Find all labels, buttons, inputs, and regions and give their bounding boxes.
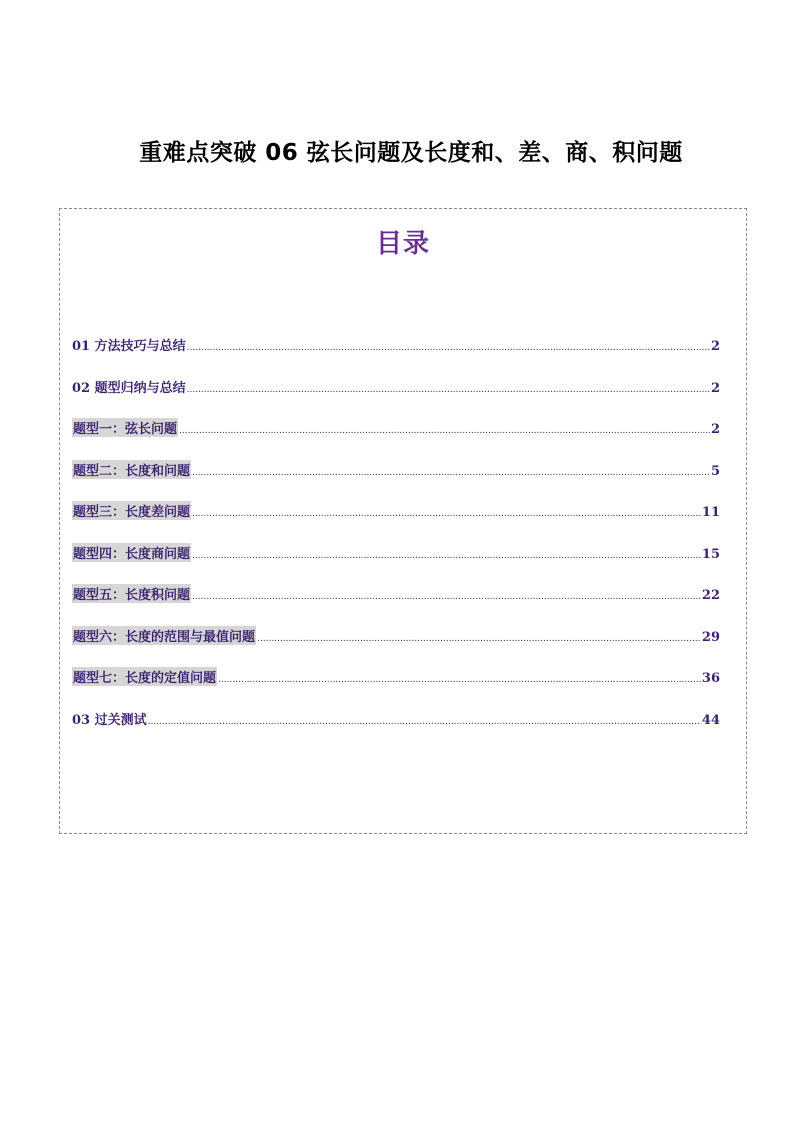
toc-entry-type-4[interactable] (72, 543, 720, 585)
toc-dot-leader (192, 588, 701, 603)
toc-entry-type-7[interactable] (72, 667, 720, 709)
toc-dot-leader (179, 422, 710, 437)
toc-entry-type-3[interactable] (72, 501, 720, 543)
toc-entry-label: 题型七：长度的定值问题 (72, 667, 217, 686)
toc-dot-leader (192, 547, 701, 562)
toc-page-number: 2 (710, 380, 720, 396)
toc-list (72, 335, 720, 750)
toc-dot-leader (187, 339, 710, 354)
toc-entry-label: 题型五：长度积问题 (72, 584, 191, 603)
toc-dot-leader (257, 630, 701, 645)
toc-dot-leader (192, 505, 701, 520)
toc-entry-label: 题型四：长度商问题 (72, 543, 191, 562)
toc-entry-type-1[interactable] (72, 418, 720, 460)
table-of-contents (59, 208, 747, 834)
toc-entry-label: 01 方法技巧与总结 (72, 339, 186, 354)
toc-entry-label: 02 题型归纳与总结 (72, 380, 186, 396)
toc-page-number: 44 (701, 712, 720, 728)
toc-entry-label: 03 过关测试 (72, 712, 147, 728)
toc-dot-leader (148, 713, 701, 728)
toc-dot-leader (192, 464, 710, 479)
toc-entry-type-summary[interactable] (72, 377, 720, 419)
toc-entry-final-test[interactable] (72, 709, 720, 751)
toc-entry-type-2[interactable] (72, 460, 720, 502)
toc-entry-label: 题型六：长度的范围与最值问题 (72, 626, 256, 645)
toc-page-number: 15 (701, 546, 720, 562)
toc-entry-type-6[interactable] (72, 626, 720, 668)
toc-page-number: 2 (710, 339, 720, 354)
toc-entry-label: 题型三：长度差问题 (72, 501, 191, 520)
toc-entry-label: 题型二：长度和问题 (72, 460, 191, 479)
toc-entry-type-5[interactable] (72, 584, 720, 626)
toc-page-number: 36 (701, 671, 720, 686)
toc-page-number: 11 (701, 505, 720, 520)
toc-page-number: 2 (710, 422, 720, 437)
toc-entry-method-summary[interactable] (72, 335, 720, 377)
toc-page-number: 22 (701, 588, 720, 603)
toc-page-number: 5 (710, 463, 720, 479)
toc-page-number: 29 (701, 629, 720, 645)
toc-entry-label: 题型一：弦长问题 (72, 418, 178, 437)
toc-heading: 目录 (375, 229, 430, 259)
toc-dot-leader (218, 671, 701, 686)
toc-dot-leader (187, 381, 710, 396)
document-title: 重难点突破 06 弦长问题及长度和、差、商、积问题 (139, 140, 683, 166)
